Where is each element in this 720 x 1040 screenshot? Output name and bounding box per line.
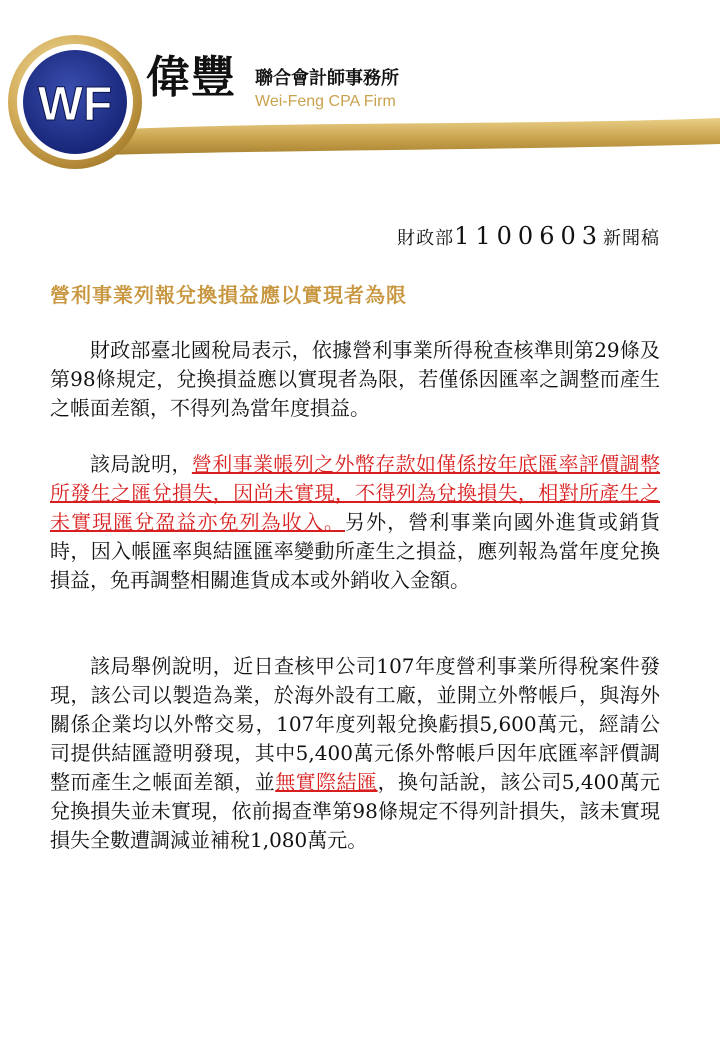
release-number: 1100603 [454,222,603,250]
paragraph-2-intro: 該局說明， [90,452,192,476]
release-prefix: 財政部 [397,228,455,249]
paragraph-2-rest: 另外，營利事業向國外進貨或銷貨時，因入帳匯率與結匯匯率變動所產生之損益，應列報為當年度兌換損益，免再調整相關進貨成本或外銷收入金額。 [50,510,660,592]
firm-name-cn: 偉豐 [146,52,236,103]
press-release-number [397,222,660,250]
paragraph-3-rest: ，換句話說，該公司5,400萬元兌換損失並未實現，依前揭查準第98條規定不得列計損失，該未實現損失全數遭調減並補稅1,080萬元。 [50,770,661,852]
firm-subtitle-cn: 聯合會計師事務所 [255,68,399,89]
paragraph-1-text: 財政部臺北國稅局表示，依據營利事業所得稅查核準則第29條及第98條規定，兌換損益應以實現者為限，若僅係因匯率之調整而產生之帳面差額，不得列為當年度損益。 [50,338,660,420]
svg-text:WF: WF [37,78,113,131]
paragraph-2-highlight: 營利事業帳列之外幣存款如僅係按年底匯率評價調整所發生之匯兌損失，因尚未實現，不得列為兌換損失，相對所產生之未實現匯兌盈益亦免列為收入。 [50,452,661,534]
release-suffix: 新聞稿 [603,228,660,249]
headline: 營利事業列報兌換損益應以實現者為限 [50,283,407,307]
paragraph-3-highlight: 無實際結匯 [275,770,378,794]
firm-name-en: Wei-Feng CPA Firm [255,93,396,110]
paragraph-3-intro: 該局舉例說明，近日查核甲公司107年度營利事業所得稅案件發現，該公司以製造為業，於海外設有工廠，並開立外幣帳戶，與海外關係企業均以外幣交易，107年度列報兌換虧損5,600萬元，經請公司提供結匯證明發現，其中5,400萬元係外幣帳戶因年底匯率評價調整而產生之帳面差額，並 [50,654,660,794]
paragraph-3 [50,652,660,855]
paragraph-2 [50,450,660,595]
letterhead [0,0,720,200]
paragraph-1 [50,336,660,423]
